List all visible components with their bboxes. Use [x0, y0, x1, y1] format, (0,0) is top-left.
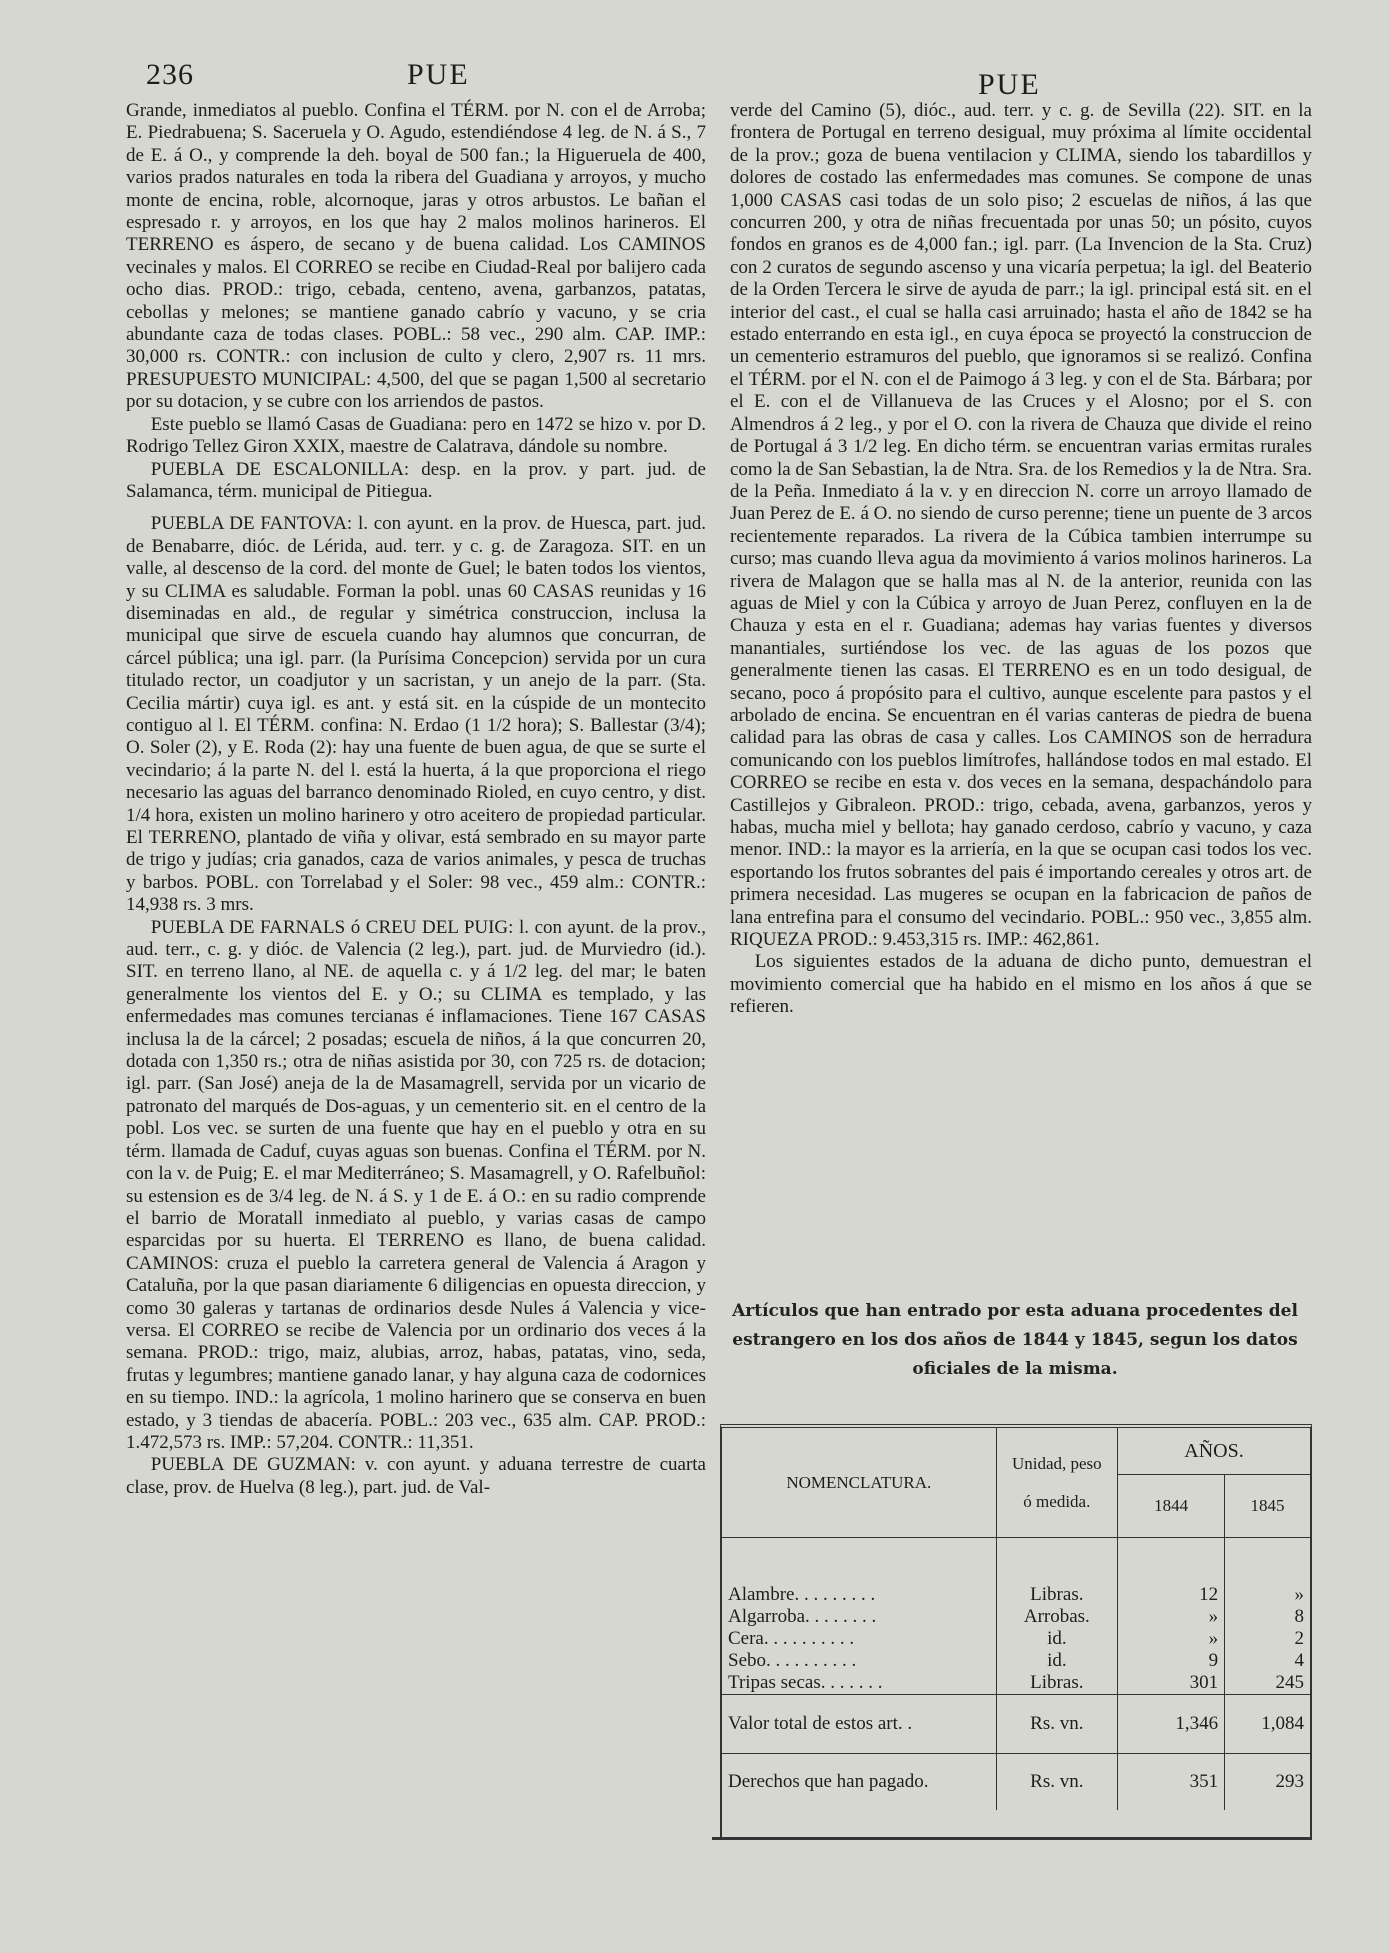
entry-puebla-de-escalonilla: PUEBLA DE ESCALONILLA: desp. en la prov. y part. jud. de Salamanca, térm. municipal de Pitiegua.	[126, 458, 706, 502]
item-1845: 8	[1294, 1606, 1304, 1627]
table-row	[722, 1584, 1310, 1606]
item-1845: 4	[1294, 1650, 1304, 1671]
duties-1844: 351	[1118, 1754, 1225, 1811]
item-name: Tripas secas. . . . . . .	[722, 1672, 996, 1695]
header-year-1845: 1845	[1225, 1475, 1310, 1538]
table-total-row	[722, 1695, 1310, 1754]
table-row	[722, 1650, 1310, 1672]
table-intro: Los siguientes estados de la aduana de dicho punto, demuestran el movimiento comercial que ha habido en el mismo en los años á que se refieren.	[730, 951, 1312, 1018]
item-name: Cera. . . . . . . . . .	[722, 1628, 996, 1650]
table-header-row	[722, 1428, 1310, 1475]
item-unit: id.	[996, 1628, 1117, 1650]
header-nomenclatura: NOMENCLATURA.	[722, 1428, 996, 1538]
item-name: Algarroba. . . . . . . .	[722, 1606, 996, 1628]
header-year-1844: 1844	[1118, 1475, 1225, 1538]
item-1844: 301	[1118, 1672, 1225, 1695]
right-running-head: PUE	[978, 68, 1041, 101]
entry-text: Grande, inmediatos al pueblo. Confina el TÉRM. por N. con el de Arroba; E. Piedrabuena; S. Saceruela y O. Agudo, estendiéndose 4 leg. de N. á S., 7 de E. á O., y comprende la deh. boyal de 500 fan.; la Higueruela de 400, varios prados naturales en toda la ribera del Guadiana y arroyos, y mucho monte de encina, roble, alcornoque, jaras y otros arbustos. Le bañan el espresado r. y arroyos, en los que hay 2 malos molinos harineros. El TERRENO es áspero, de secano y de buena calidad. Los CAMINOS vecinales y malos. El CORREO se recibe en Ciudad-Real por balijero cada ocho dias. PROD.: trigo, cebada, centeno, avena, garbanzos, patatas, cebollas y melones; se mantiene ganado cabrío y vacuno, y se cria abundante caza de todas clases. POBL.: 58 vec., 290 alm. CAP. IMP.: 30,000 rs. CONTR.: con inclusion de culto y clero, 2,907 rs. 11 mrs. PRESUPUESTO MUNICIPAL: 4,500, del que se pagan 1,500 al secretario por su dotacion, y se cubre con los arriendos de pastos.	[126, 100, 706, 413]
total-1845: 1,084	[1225, 1695, 1310, 1754]
total-unit: Rs. vn.	[996, 1695, 1117, 1754]
item-1845: 2	[1294, 1628, 1304, 1649]
header-anos: AÑOS.	[1184, 1439, 1244, 1462]
item-unit: Libras.	[996, 1584, 1117, 1606]
table-bottom-rule	[712, 1837, 1312, 1840]
left-column	[126, 100, 706, 1499]
customs-table	[720, 1424, 1312, 1838]
right-column	[730, 100, 1312, 1019]
item-unit: Libras.	[996, 1672, 1117, 1695]
table-caption: Artículos que han entrado por esta aduana procedentes del estrangero en los dos años de 1844 y 1845, segun los datos oficiales de la misma.	[732, 1301, 1298, 1379]
header-unidad	[996, 1428, 1117, 1538]
item-name: Sebo. . . . . . . . . .	[722, 1650, 996, 1672]
item-1844: »	[1118, 1628, 1225, 1650]
entry-text: verde del Camino (5), dióc., aud. terr. y c. g. de Sevilla (22). SIT. en la frontera de Portugal en terreno desigual, muy próxima al límite occidental de la prov.; goza de buena ventilacion y CLIMA, siendo los tabardillos y dolores de costado las enfermedades mas comunes. Se compone de unas 1,000 CASAS casi todas de un solo piso; 2 escuelas de niños, á las que concurren 200, y otra de niñas frecuentada por unas 50; un pósito, cuyos fondos en granos es de 4,000 fan.; igl. parr. (La Invencion de la Sta. Cruz) con 2 curatos de segundo ascenso y una vicaría perpetua; la igl. del Beaterio de la Orden Tercera le sirve de ayuda de parr.; la igl. principal está sit. en el interior del cast., el cual se halla casi arruinado; hasta el año de 1842 se ha estado enterrando en esta igl., en cuya época se proyectó la construccion de un cementerio estramuros del pueblo, que ignoramos si se realizó. Confina el TÉRM. por el N. con el de Paimogo á 3 leg. y con el de Sta. Bárbara; por el E. con el de Villanueva de las Cruces y el Alosno; por el S. con Almendros á 2 leg., y por el O. con la rivera de Chauza que divide el reino de Portugal á 3 1/2 leg. En dicho térm. se encuentran varias ermitas rurales como la de San Sebastian, la de Ntra. Sra. de los Remedios y la de Ntra. Sra. de la Peña. Inmediato á la v. y en direccion N. corre un arroyo llamado de Juan Perez de E. á O. no siendo de curso perenne; tiene un puente de 3 arcos recientemente reparados. La rivera de la Cúbica tambien interrumpe su curso; mas cuando lleva agua da movimiento á varios molinos harineros. La rivera de Malagon que se halla mas al N. de la anterior, reunida con las aguas de Miel y con la Cúbica y arroyo de Juan Perez, confluyen en la de Chauza y esta en el r. Guadiana; ademas hay varias fuentes y diversos manantiales, surtiéndose los vec. de las aguas de los pozos que generalmente tienen las casas. El TERRENO es en un todo desigual, de secano, poco á propósito para el cultivo, aunque escelente para pastos y el arbolado de encina. Se encuentran en él varias canteras de piedra de buena calidad para las obras de casa y calles. Los CAMINOS son de herradura comunicando con los pueblos limítrofes, hallándose todos en mal estado. El CORREO se recibe en esta v. dos veces en la semana, despachándolo para Castillejos y Gibraleon. PROD.: trigo, cebada, avena, garbanzos, yeros y habas, mucha miel y bellota; hay ganado cerdoso, cabrío y vacuno, y caza menor. IND.: la mayor es la arriería, en la que se ocupan casi todos los vec. esportando los frutos sobrantes del pais é importando cereales y otros art. de primera necesidad. Las mugeres se ocupan en la fabricacion de paños de lana entrefina para el consumo del vecindario. POBL.: 950 vec., 3,855 alm. RIQUEZA PROD.: 9.453,315 rs. IMP.: 462,861.	[730, 100, 1312, 951]
total-label: Valor total de estos art. .	[722, 1695, 996, 1754]
item-1845: 245	[1275, 1672, 1304, 1693]
table-duties-row	[722, 1754, 1310, 1811]
duties-label: Derechos que han pagado.	[722, 1754, 996, 1811]
page-number: 236	[146, 58, 194, 91]
header-unidad-line1: Unidad, peso	[1011, 1453, 1102, 1473]
table-spacer	[722, 1538, 1310, 1585]
entry-puebla-de-guzman: PUEBLA DE GUZMAN: v. con ayunt. y aduana terrestre de cuarta clase, prov. de Huelva (8 leg.), part. jud. de Val-	[126, 1454, 706, 1498]
total-1844: 1,346	[1118, 1695, 1225, 1754]
table-row	[722, 1672, 1310, 1695]
table-row	[722, 1606, 1310, 1628]
entry-puebla-de-farnals: PUEBLA DE FARNALS ó CREU DEL PUIG: l. con ayunt. de la prov., aud. terr., c. g. y dióc. de Valencia (2 leg.), part. jud. de Murviedro (id.). SIT. en terreno llano, al NE. de aquella c. y á 1/2 leg. del mar; le baten generalmente los vientos del E. y O.; su CLIMA es templado, y las enfermedades mas comunes tercianas é inflamaciones. Tiene 167 CASAS inclusa la de la cárcel; 2 posadas; escuela de niños, á la que concurren 20, dotada con 1,350 rs.; otra de niñas asistida por 30, con 725 rs. de dotacion; igl. parr. (San José) aneja de la de Masamagrell, servida por un vicario de patronato del marqués de Dos-aguas, y un cementerio sit. en el centro de la pobl. Los vec. se surten de una fuente que hay en el pueblo y otra en su térm. llamada de Caduf, cuyas aguas son buenas. Confina el TÉRM. por N. con la v. de Puig; E. el mar Mediterráneo; S. Masamagrell, y O. Rafelbuñol: su estension es de 3/4 leg. de N. á S. y 1 de E. á O.: en su radio comprende el barrio de Moratall inmediato al pueblo, y varias casas de campo esparcidas por su huerta. El TERRENO es llano, de buena calidad. CAMINOS: cruza el pueblo la carretera general de Valencia á Aragon y Cataluña, por la que pasan diariamente 6 diligencias en opuesta direccion, y como 30 galeras y tartanas de ordinarios desde Nules á Valencia y vice-versa. El CORREO se recibe de Valencia por un ordinario dos veces á la semana. PROD.: trigo, maiz, alubias, arroz, habas, patatas, vino, seda, frutas y legumbres; mantiene ganado lanar, y hay alguna caza de codornices en su tiempo. IND.: la agrícola, 1 molino harinero que se conserva en buen estado, y 3 tiendas de abacería. POBL.: 203 vec., 635 alm. CAP. PROD.: 1.472,573 rs. IMP.: 57,204. CONTR.: 11,351.	[126, 916, 706, 1453]
entry-text: Este pueblo se llamó Casas de Guadiana: pero en 1472 se hizo v. por D. Rodrigo Tellez Giron XXIX, maestre de Calatrava, dándole su nombre.	[126, 413, 706, 458]
item-name: Alambre. . . . . . . . .	[722, 1584, 996, 1606]
left-running-head: PUE	[407, 58, 470, 91]
item-1844: »	[1118, 1606, 1225, 1628]
item-1845: »	[1294, 1584, 1304, 1605]
item-unit: id.	[996, 1650, 1117, 1672]
item-1844: 9	[1118, 1650, 1225, 1672]
duties-1845: 293	[1225, 1754, 1310, 1811]
item-unit: Arrobas.	[996, 1606, 1117, 1628]
table-row	[722, 1628, 1310, 1650]
item-1844: 12	[1118, 1584, 1225, 1606]
duties-unit: Rs. vn.	[996, 1754, 1117, 1811]
entry-puebla-de-fantova: PUEBLA DE FANTOVA: l. con ayunt. en la prov. de Huesca, part. jud. de Benabarre, dióc. de Lérida, aud. terr. y c. g. de Zaragoza. SIT. en un valle, al descenso de la cord. del monte de Guel; le baten todos los vientos, y su CLIMA es saludable. Forman la pobl. unas 60 CASAS reunidas y 16 diseminadas en ald., de regular y simétrica construccion, inclusa la municipal que sirve de escuela cuando hay alumnos que concurran, de cárcel pública; una igl. parr. (la Purísima Concepcion) servida por un cura titulado rector, un coadjutor y un sacristan, y un anejo de la parr. (Sta. Cecilia mártir) cuya igl. es ant. y está sit. en la cúspide de un montecito contiguo al l. El TÉRM. confina: N. Erdao (1 1/2 hora); S. Ballestar (3/4); O. Soler (2), y E. Roda (2): hay una fuente de buen agua, de que se surte el vecindario; á la parte N. del l. está la huerta, á la que proporciona el riego necesario las aguas del barranco denominado Rioled, en cuyo centro, y dist. 1/4 hora, existen un molino harinero y otro aceitero de propiedad particular. El TERRENO, plantado de viña y olivar, está sembrado en su mayor parte de trigo y judías; cria ganados, caza de varios animales, y pesca de truchas y barbos. POBL. con Torrelabad y el Soler: 98 vec., 459 alm.: CONTR.: 14,938 rs. 3 mrs.	[126, 513, 706, 916]
header-unidad-line2: ó medida.	[1023, 1491, 1091, 1511]
